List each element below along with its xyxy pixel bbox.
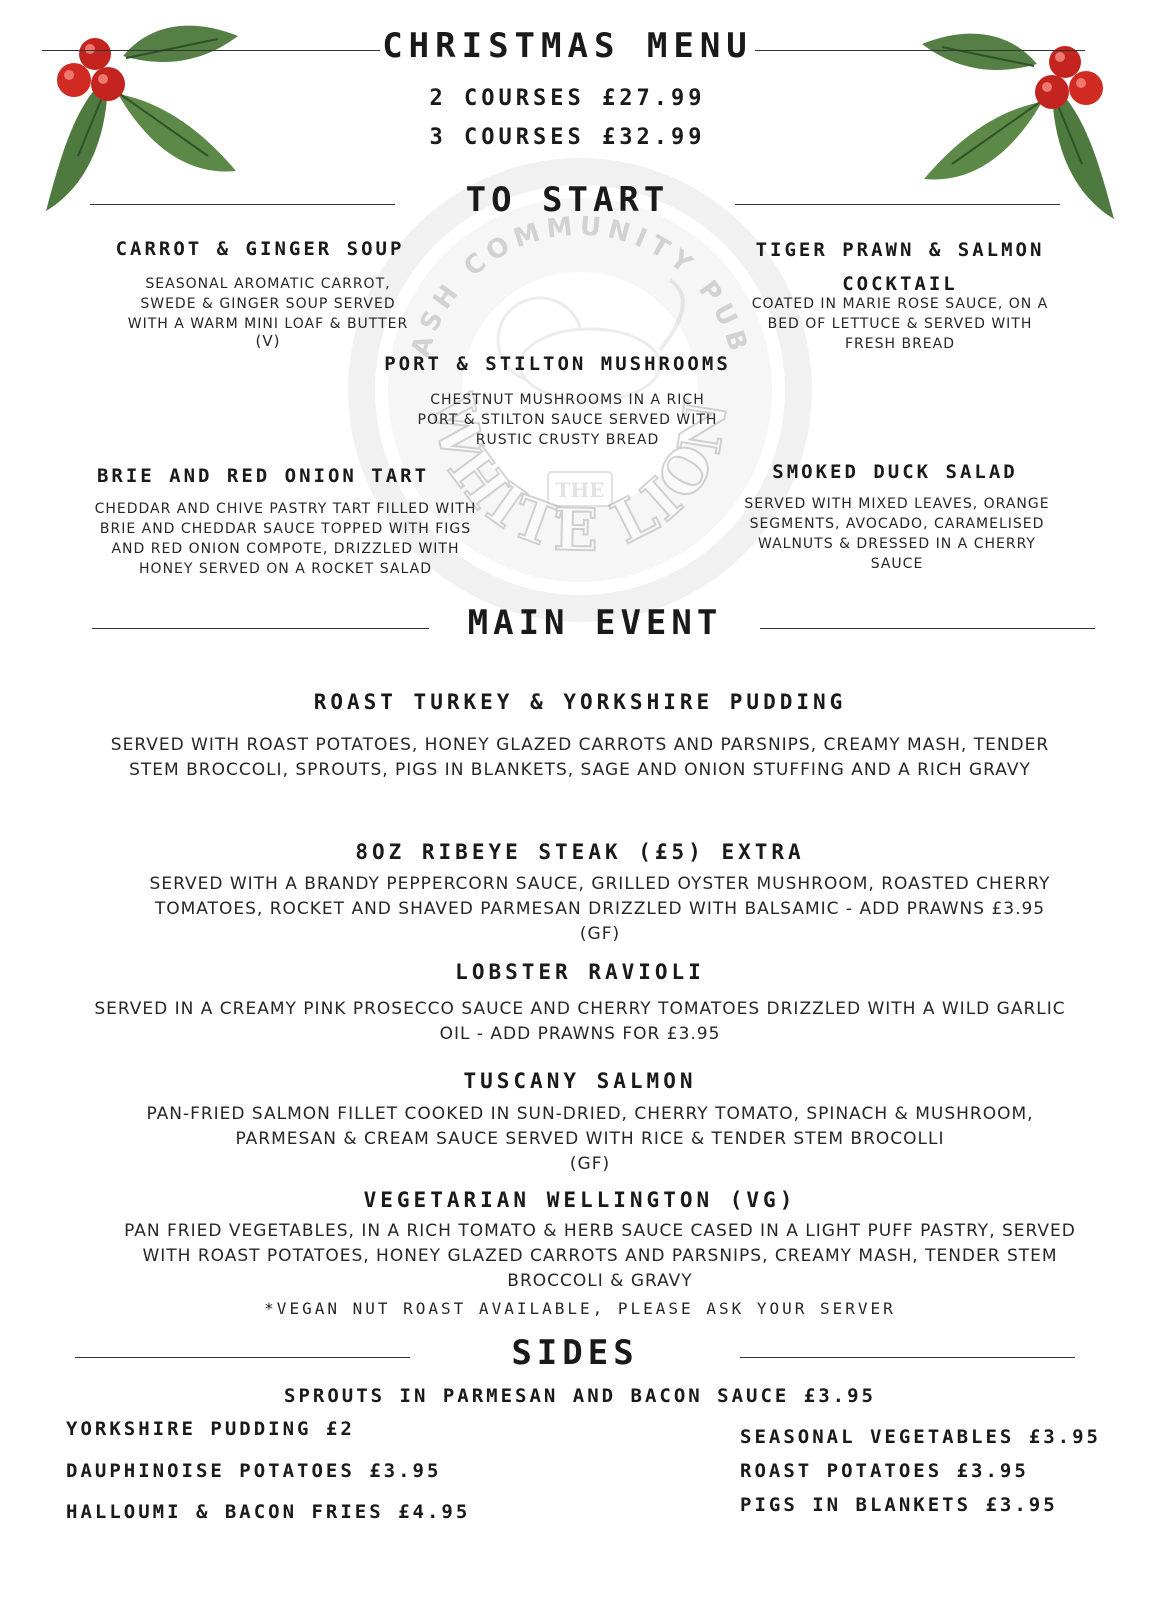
- section-heading-mains: MAIN EVENT: [467, 603, 723, 643]
- price-two-courses: 2 COURSES £27.99: [429, 86, 706, 111]
- svg-text:THE: THE: [555, 478, 605, 502]
- main-item-name: LOBSTER RAVIOLI: [455, 960, 705, 984]
- dietary-note: (V): [255, 332, 281, 350]
- starter-item-name: TIGER PRAWN & SALMON COCKTAIL: [755, 239, 1045, 295]
- side-item: SEASONAL VEGETABLES £3.95: [740, 1426, 1101, 1448]
- divider: [92, 628, 429, 629]
- main-item-description: SERVED WITH ROAST POTATOES, HONEY GLAZED CARROTS AND PARSNIPS, CREAMY MASH, TENDER STEM BROCCOLI, SPROUTS, PIGS IN BLANKETS, SAGE AND ONION STUFFING AND A RICH GRAVY: [110, 735, 1050, 780]
- starter-item-description: COATED IN MARIE ROSE SAUCE, ON A BED OF LETTUCE & SERVED WITH FRESH BREAD: [751, 296, 1049, 352]
- main-item-name: ROAST TURKEY & YORKSHIRE PUDDING: [313, 690, 847, 714]
- starter-item-name: SMOKED DUCK SALAD: [772, 461, 1018, 483]
- main-item-name: TUSCANY SALMON: [463, 1069, 697, 1093]
- price-three-courses: 3 COURSES £32.99: [429, 125, 706, 150]
- side-item-featured: SPROUTS IN PARMESAN AND BACON SAUCE £3.95: [284, 1385, 876, 1407]
- main-item-description: PAN-FRIED SALMON FILLET COOKED IN SUN-DRIED, CHERRY TOMATO, SPINACH & MUSHROOM, PARMESAN & CREAM SAUCE SERVED WITH RICE & TENDER STEM BROCOLLI: [146, 1104, 1034, 1149]
- divider: [735, 204, 1060, 205]
- starter-item-description: SEASONAL AROMATIC CARROT, SWEDE & GINGER SOUP SERVED WITH A WARM MINI LOAF & BUTTER: [127, 276, 409, 332]
- divider: [90, 204, 395, 205]
- divider: [42, 50, 380, 51]
- divider: [760, 628, 1095, 629]
- side-item: PIGS IN BLANKETS £3.95: [740, 1494, 1058, 1516]
- starter-item-name: BRIE AND RED ONION TART: [96, 465, 430, 487]
- side-item: HALLOUMI & BACON FRIES £4.95: [66, 1501, 471, 1523]
- starter-item-description: CHESTNUT MUSHROOMS IN A RICH PORT & STILTON SAUCE SERVED WITH RUSTIC CRUSTY BREAD: [417, 392, 718, 448]
- dietary-note: (GF): [579, 924, 621, 944]
- section-heading-starters: TO START: [465, 180, 670, 220]
- menu-title: CHRISTMAS MENU: [382, 26, 753, 66]
- divider: [755, 50, 1085, 51]
- starter-item-description: CHEDDAR AND CHIVE PASTRY TART FILLED WITH BRIE AND CHEDDAR SAUCE TOPPED WITH FIGS AND RED ONION COMPOTE, DRIZZLED WITH HONEY SERVED ON A ROCKET SALAD: [94, 501, 477, 577]
- watermark-arc-bottom: WHITE LION: [417, 389, 742, 565]
- main-item-description: SERVED WITH A BRANDY PEPPERCORN SAUCE, GRILLED OYSTER MUSHROOM, ROASTED CHERRY TOMATOES, ROCKET AND SHAVED PARMESAN DRIZZLED WITH BALSAMIC - ADD PRAWNS £3.95: [149, 874, 1051, 919]
- holly-icon: [912, 14, 1122, 224]
- divider: [75, 1357, 410, 1358]
- main-item-name: 8OZ RIBEYE STEAK (£5) EXTRA: [355, 840, 805, 864]
- section-heading-sides: SIDES: [511, 1333, 639, 1373]
- vegan-note: *VEGAN NUT ROAST AVAILABLE, PLEASE ASK YOUR SERVER: [264, 1299, 896, 1318]
- main-item-description: PAN FRIED VEGETABLES, IN A RICH TOMATO & HERB SAUCE CASED IN A LIGHT PUFF PASTRY, SERVED WITH ROAST POTATOES, HONEY GLAZED CARROTS AND PARSNIPS, CREAMY MASH, TENDER STEM BROCCOLI & GRAVY: [124, 1221, 1076, 1291]
- main-item-name: VEGETARIAN WELLINGTON (VG): [363, 1188, 797, 1212]
- starter-item-name: CARROT & GINGER SOUP: [115, 238, 405, 260]
- side-item: YORKSHIRE PUDDING £2: [66, 1418, 355, 1440]
- starter-item-description: SERVED WITH MIXED LEAVES, ORANGE SEGMENTS, AVOCADO, CARAMELISED WALNUTS & DRESSED IN A CHERRY SAUCE: [744, 496, 1050, 572]
- watermark-arc-top: ASH COMMUNITY PUB: [405, 211, 755, 361]
- dietary-note: (GF): [569, 1154, 611, 1174]
- side-item: DAUPHINOISE POTATOES £3.95: [66, 1460, 442, 1482]
- starter-item-name: PORT & STILTON MUSHROOMS: [384, 353, 731, 375]
- side-item: ROAST POTATOES £3.95: [740, 1460, 1029, 1482]
- divider: [740, 1357, 1075, 1358]
- holly-icon: [38, 6, 248, 216]
- main-item-description: SERVED IN A CREAMY PINK PROSECCO SAUCE AND CHERRY TOMATOES DRIZZLED WITH A WILD GARLIC OIL - ADD PRAWNS FOR £3.95: [94, 999, 1066, 1044]
